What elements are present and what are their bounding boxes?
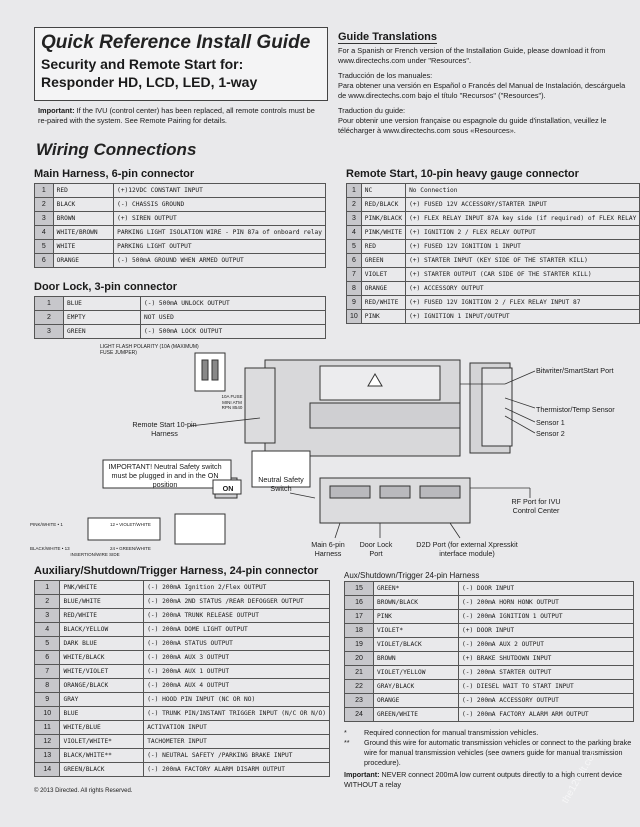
aux1-table — [34, 580, 330, 777]
copyright: © 2013 Directed. All rights Reserved. — [34, 788, 133, 794]
pin-cell: 23 — [345, 694, 374, 708]
color-cell: GRAY/BLACK — [374, 680, 459, 694]
function-cell: (-) HOOD PIN INPUT (NC OR NO) — [144, 693, 330, 707]
table-row — [35, 679, 330, 693]
pin-cell: 15 — [345, 582, 374, 596]
pin-cell: 19 — [345, 638, 374, 652]
pin-cell: 2 — [35, 595, 60, 609]
aux2-title: Aux/Shutdown/Trigger 24-pin Harness — [344, 571, 480, 580]
color-cell: BLUE — [60, 707, 144, 721]
function-cell: No Connection — [406, 184, 640, 198]
function-cell: (+) STARTER INPUT (KEY SIDE OF THE STARTER KILL) — [406, 254, 640, 268]
pin-cell: 2 — [35, 311, 64, 325]
color-cell: EMPTY — [64, 311, 141, 325]
function-cell: (+)12VDC CONSTANT INPUT — [114, 184, 326, 198]
table-row — [35, 721, 330, 735]
color-cell: WHITE/BLACK — [60, 651, 144, 665]
table-row — [35, 240, 326, 254]
guide-french-title: Traduction du guide: — [338, 106, 406, 115]
pin-cell: 2 — [35, 198, 54, 212]
function-cell: (+) FLEX RELAY INPUT 87A key side (if required) of FLEX RELAY — [406, 212, 640, 226]
table-row — [35, 651, 330, 665]
color-cell: VIOLET* — [374, 624, 459, 638]
color-cell: VIOLET/YELLOW — [374, 666, 459, 680]
guide-spanish-title: Traducción de los manuales: — [338, 71, 433, 80]
pin-cell: 8 — [347, 282, 362, 296]
color-cell: RED/BLACK — [361, 198, 405, 212]
table-row — [345, 694, 634, 708]
color-cell: BROWN/BLACK — [374, 596, 459, 610]
guide-translations — [338, 27, 634, 136]
guide-spanish: Para obtener una versión en Español o Francés del Manual de Instalación, descárguela de www.directechs.com bajo el título "Recursos" ("Resources"). — [338, 81, 626, 100]
table-row — [35, 184, 326, 198]
pin-cell: 4 — [35, 226, 54, 240]
table-row — [35, 226, 326, 240]
subtitle-line-1: Security and Remote Start for: — [41, 56, 244, 72]
pin-cell: 14 — [35, 763, 60, 777]
table-row — [347, 184, 640, 198]
function-cell: (-) 200mA 2ND STATUS /REAR DEFOGGER OUTPUT — [144, 595, 330, 609]
function-cell: (-) 200mA AUX 3 OUTPUT — [144, 651, 330, 665]
bitwriter-label: Bitwriter/SmartStart Port — [536, 366, 614, 375]
pin-cell: 4 — [347, 226, 362, 240]
function-cell: (-) 200mA Ignition 2/Flex OUTPUT — [144, 581, 330, 595]
table-row — [35, 609, 330, 623]
sensor1-label: Sensor 1 — [536, 418, 565, 427]
table-row — [35, 735, 330, 749]
color-cell: VIOLET/WHITE* — [60, 735, 144, 749]
subtitle-line-2: Responder HD, LCD, LED, 1-way — [41, 74, 258, 90]
pin-cell: 21 — [345, 666, 374, 680]
function-cell: PARKING LIGHT ISOLATION WIRE - PIN 87a of onboard relay — [114, 226, 326, 240]
color-cell: VIOLET — [361, 268, 405, 282]
table-row — [347, 240, 640, 254]
table-row — [35, 595, 330, 609]
pin-cell: 1 — [35, 581, 60, 595]
function-cell: (+) FUSED 12V IGNITION 2 / FLEX RELAY INPUT 87 — [406, 296, 640, 310]
function-cell: (-) 500mA GROUND WHEN ARMED OUTPUT — [114, 254, 326, 268]
on-label: ON — [222, 484, 234, 493]
table-row — [35, 693, 330, 707]
door-lock-title: Door Lock, 3-pin connector — [34, 281, 178, 293]
note-star1-mark: * — [344, 728, 347, 737]
function-cell: (-) 200mA AUX 1 OUTPUT — [144, 665, 330, 679]
color-cell: GREEN/WHITE — [374, 708, 459, 722]
table-row — [345, 596, 634, 610]
table-row — [345, 708, 634, 722]
color-cell: ORANGE — [374, 694, 459, 708]
pin-cell: 5 — [35, 637, 60, 651]
pin-cell: 3 — [347, 212, 362, 226]
important-note — [38, 106, 324, 126]
pin-cell: 7 — [35, 665, 60, 679]
table-row — [347, 212, 640, 226]
neutral-switch-label: Neutral Safety Switch — [258, 475, 304, 493]
color-cell: GREEN/BLACK — [60, 763, 144, 777]
main-harness-title: Main Harness, 6-pin connector — [34, 168, 195, 180]
function-cell: ACTIVATION INPUT — [144, 721, 330, 735]
note-important-text: NEVER connect 200mA low current outputs directly to a high current device WITHOUT a relay — [344, 770, 623, 789]
note-star2-text: Ground this wire for automatic transmission vehicles or connect to the parking brake wire for manual transmission vehicles (see owners guide for manual transmission procedure). — [364, 738, 632, 767]
pin-cell: 20 — [345, 652, 374, 666]
table-row — [35, 325, 326, 339]
table-row — [35, 254, 326, 268]
color-cell: WHITE/BROWN — [53, 226, 113, 240]
color-cell: RED — [361, 240, 405, 254]
color-cell: ORANGE/BLACK — [60, 679, 144, 693]
rf-port-label: RF Port for IVU Control Center — [511, 497, 561, 515]
color-cell: BLACK — [53, 198, 113, 212]
color-cell: BLACK/WHITE** — [60, 749, 144, 763]
conn-black-label: BLACK/WHITE • 13 — [30, 546, 70, 551]
remote-start-title: Remote Start, 10-pin heavy gauge connector — [346, 168, 579, 180]
color-cell: DARK BLUE — [60, 637, 144, 651]
remote-start-harness-label: Remote Start 10-pin Harness — [132, 420, 197, 438]
door-lock-table — [34, 296, 326, 339]
table-row — [35, 198, 326, 212]
note-star1-text: Required connection for manual transmission vehicles. — [364, 728, 539, 737]
pin-cell: 3 — [35, 609, 60, 623]
function-cell: (-) 200mA STARTER OUTPUT — [459, 666, 634, 680]
pin-cell: 5 — [347, 240, 362, 254]
table-row — [345, 610, 634, 624]
color-cell: BLUE — [64, 297, 141, 311]
pin-cell: 3 — [35, 212, 54, 226]
pin-cell: 24 — [345, 708, 374, 722]
conn-green-label: 24 • GREEN/WHITE — [110, 546, 151, 551]
wiring-connections-title: Wiring Connections — [36, 140, 197, 159]
table-row — [347, 268, 640, 282]
function-cell: PARKING LIGHT OUTPUT — [114, 240, 326, 254]
note-important — [344, 770, 634, 790]
function-cell: (+) IGNITION 2 / FLEX RELAY OUTPUT — [406, 226, 640, 240]
d2d-label: D2D Port (for external Xpresskit interface module) — [416, 540, 518, 558]
table-row — [345, 666, 634, 680]
color-cell: RED/WHITE — [60, 609, 144, 623]
watermark: the12volt.com — [560, 746, 601, 806]
color-cell: RED — [53, 184, 113, 198]
pin-cell: 9 — [347, 296, 362, 310]
pin-cell: 4 — [35, 623, 60, 637]
function-cell: (-) DIESEL WAIT TO START INPUT — [459, 680, 634, 694]
table-row — [345, 638, 634, 652]
function-cell: (-) 200mA FACTORY ALARM DISARM OUTPUT — [144, 763, 330, 777]
sensor2-label: Sensor 2 — [536, 429, 565, 438]
pin-cell: 1 — [35, 184, 54, 198]
color-cell: NC — [361, 184, 405, 198]
important-text: If the IVU (control center) has been replaced, all remote controls must be re-paired with the system. See Remote Pairing for details. — [38, 106, 315, 125]
guide-english: For a Spanish or French version of the Installation Guide, please download it from www.directechs.com under "Resources". — [338, 46, 606, 65]
pin-cell: 1 — [347, 184, 362, 198]
pin-cell: 10 — [347, 310, 362, 324]
pin-cell: 17 — [345, 610, 374, 624]
color-cell: ORANGE — [53, 254, 113, 268]
pin-cell: 6 — [35, 651, 60, 665]
table-row — [347, 310, 640, 324]
color-cell: BLACK/YELLOW — [60, 623, 144, 637]
pin-cell: 9 — [35, 693, 60, 707]
table-row — [35, 297, 326, 311]
conn-violet-label: 12 • VIOLET/WHITE — [110, 522, 151, 527]
color-cell: VIOLET/BLACK — [374, 638, 459, 652]
pin-cell: 11 — [35, 721, 60, 735]
pin-cell: 10 — [35, 707, 60, 721]
function-cell: (+) FUSED 12V ACCESSORY/STARTER INPUT — [406, 198, 640, 212]
function-cell: (-) 200mA FACTORY ALARM ARM OUTPUT — [459, 708, 634, 722]
table-row — [347, 198, 640, 212]
pin-cell: 8 — [35, 679, 60, 693]
pin-cell: 7 — [347, 268, 362, 282]
table-row — [345, 680, 634, 694]
pin-cell: 5 — [35, 240, 54, 254]
color-cell: GREEN — [361, 254, 405, 268]
aux1-title: Auxiliary/Shutdown/Trigger Harness, 24-pin connector — [34, 565, 319, 577]
pin-cell: 6 — [347, 254, 362, 268]
function-cell: (-) 200mA AUX 4 OUTPUT — [144, 679, 330, 693]
color-cell: PINK — [374, 610, 459, 624]
function-cell: (+) FUSED 12V IGNITION 1 INPUT — [406, 240, 640, 254]
function-cell: (-) DOOR INPUT — [459, 582, 634, 596]
color-cell: BLUE/WHITE — [60, 595, 144, 609]
color-cell: PNK/WHITE — [60, 581, 144, 595]
conn-insertion-label: INSERTION/WIRE SIDE — [70, 552, 120, 557]
color-cell: WHITE/VIOLET — [60, 665, 144, 679]
pin-cell: 13 — [35, 749, 60, 763]
function-cell: (+) STARTER OUTPUT (CAR SIDE OF THE STARTER KILL) — [406, 268, 640, 282]
pin-cell: 6 — [35, 254, 54, 268]
function-cell: NOT USED — [141, 311, 326, 325]
pin-cell: 1 — [35, 297, 64, 311]
function-cell: (-) TRUNK PIN/INSTANT TRIGGER INPUT (N/C OR N/O) — [144, 707, 330, 721]
header-box — [34, 27, 328, 101]
table-row — [35, 665, 330, 679]
function-cell: (+) BRAKE SHUTDOWN INPUT — [459, 652, 634, 666]
function-cell: (-) 500mA UNLOCK OUTPUT — [141, 297, 326, 311]
table-row — [35, 637, 330, 651]
color-cell: GREEN* — [374, 582, 459, 596]
table-row — [35, 707, 330, 721]
table-row — [35, 311, 326, 325]
color-cell: PINK — [361, 310, 405, 324]
table-row — [345, 624, 634, 638]
table-row — [35, 581, 330, 595]
color-cell: BROWN — [53, 212, 113, 226]
thermistor-label: Thermistor/Temp Sensor — [536, 405, 615, 414]
neutral-important-label: IMPORTANT! Neutral Safety switch must be plugged in and in the ON position — [108, 462, 222, 489]
pin-cell: 12 — [35, 735, 60, 749]
function-cell: (-) CHASSIS GROUND — [114, 198, 326, 212]
guide-title: Quick Reference Install Guide — [41, 32, 311, 53]
table-row — [345, 582, 634, 596]
pin-cell: 2 — [347, 198, 362, 212]
function-cell: (-) 200mA TRUNK RELEASE OUTPUT — [144, 609, 330, 623]
pin-cell: 18 — [345, 624, 374, 638]
important-label: Important: — [38, 106, 75, 115]
aux2-table — [344, 581, 634, 722]
table-row — [35, 623, 330, 637]
color-cell: RED/WHITE — [361, 296, 405, 310]
color-cell: ORANGE — [361, 282, 405, 296]
guide-french: Pour obtenir une version française ou espagnole du guide d'installation, veuillez le télécharger à www.directechs.com sous «Resources». — [338, 116, 607, 135]
table-row — [35, 212, 326, 226]
function-cell: (-) 200mA STATUS OUTPUT — [144, 637, 330, 651]
table-row — [347, 296, 640, 310]
table-row — [347, 254, 640, 268]
light-flash-label: LIGHT FLASH POLARITY (10A (MAXIMUM) FUSE JUMPER) — [100, 344, 199, 356]
color-cell: PINK/WHITE — [361, 226, 405, 240]
color-cell: WHITE — [53, 240, 113, 254]
function-cell: (+) DOOR INPUT — [459, 624, 634, 638]
main-harness-table — [34, 183, 326, 268]
table-row — [347, 282, 640, 296]
pin-cell: 16 — [345, 596, 374, 610]
function-cell: (+) ACCESSORY OUTPUT — [406, 282, 640, 296]
table-row — [35, 749, 330, 763]
color-cell: BROWN — [374, 652, 459, 666]
pin-cell: 22 — [345, 680, 374, 694]
function-cell: (-) 200mA HORN HONK OUTPUT — [459, 596, 634, 610]
table-row — [35, 763, 330, 777]
doorlock-port-label: Door Lock Port — [359, 540, 393, 558]
color-cell: GREEN — [64, 325, 141, 339]
function-cell: (-) 200mA IGNITION 1 OUTPUT — [459, 610, 634, 624]
main6-label: Main 6-pin Harness — [311, 540, 345, 558]
color-cell: PINK/BLACK — [361, 212, 405, 226]
remote-start-table — [346, 183, 640, 324]
table-row — [347, 226, 640, 240]
color-cell: WHITE/BLUE — [60, 721, 144, 735]
function-cell: (-) 200mA DOME LIGHT OUTPUT — [144, 623, 330, 637]
function-cell: (-) 200mA ACCESSORY OUTPUT — [459, 694, 634, 708]
pin-cell: 3 — [35, 325, 64, 339]
function-cell: (-) 500mA LOCK OUTPUT — [141, 325, 326, 339]
note-important-label: Important: — [344, 770, 380, 779]
fuse-label: 10A FUSE MINI ATM RPN 8540 — [221, 394, 243, 410]
function-cell: (-) NEUTRAL SAFETY /PARKING BRAKE INPUT — [144, 749, 330, 763]
function-cell: (+) SIREN OUTPUT — [114, 212, 326, 226]
conn-pink-label: PINK/WHITE • 1 — [30, 522, 63, 527]
note-star1 — [344, 728, 634, 738]
color-cell: GRAY — [60, 693, 144, 707]
note-star2-mark: ** — [344, 738, 350, 747]
function-cell: TACHOMETER INPUT — [144, 735, 330, 749]
function-cell: (-) 200mA AUX 2 OUTPUT — [459, 638, 634, 652]
guide-translations-title: Guide Translations — [338, 31, 438, 43]
function-cell: (+) IGNITION 1 INPUT/OUTPUT — [406, 310, 640, 324]
table-row — [345, 652, 634, 666]
